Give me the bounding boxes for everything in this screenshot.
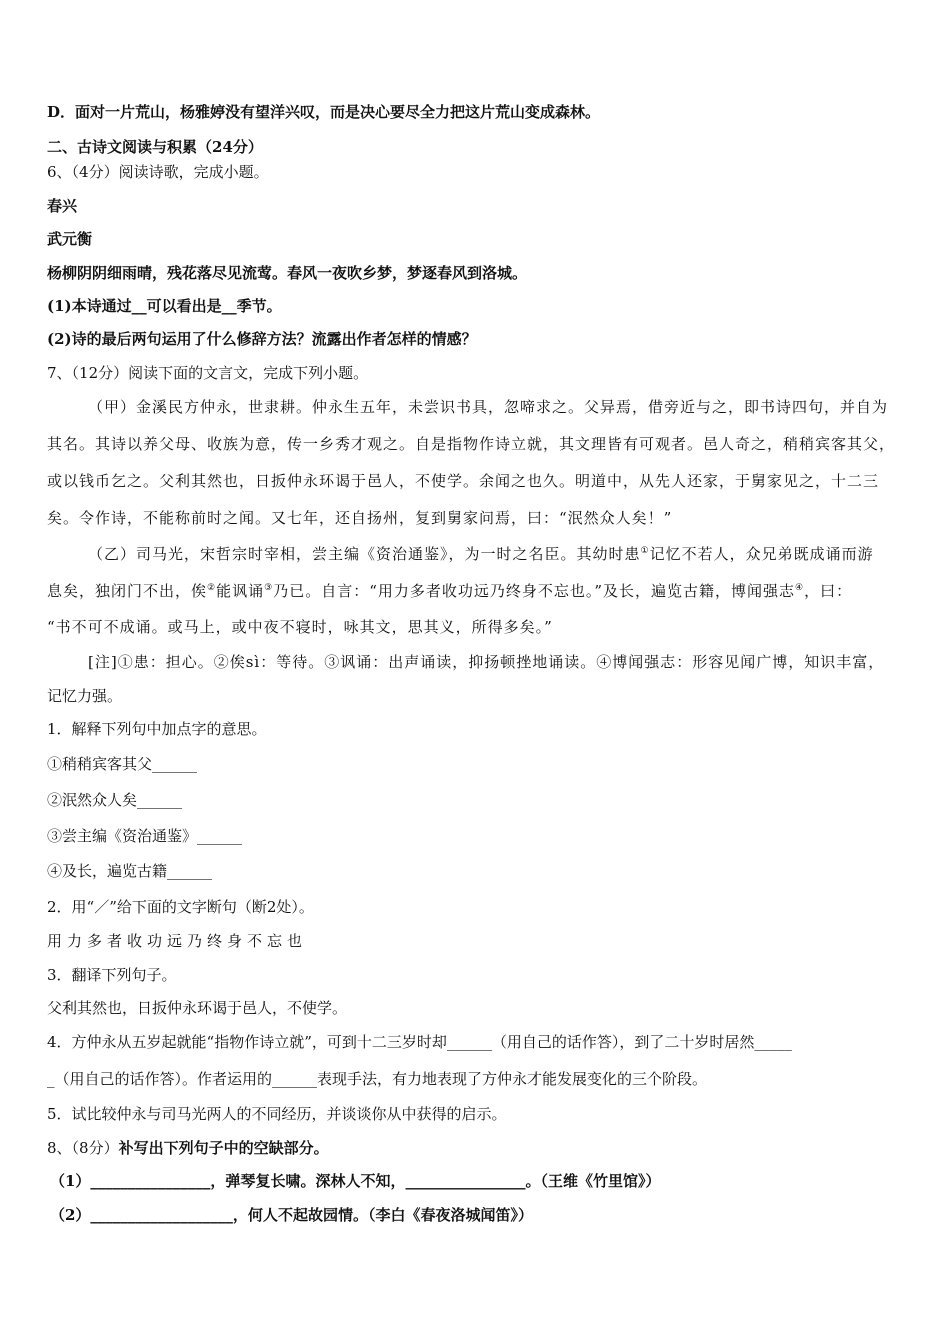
footnote-mark: ① <box>640 546 650 556</box>
footnote-mark: ② <box>207 583 217 593</box>
q6-stem: 6、（4分）阅读诗歌，完成小题。 <box>47 163 269 181</box>
q8-item2: （2）___________________，何人不起故园情。（李白《春夜洛城闻笛》） <box>50 1206 533 1224</box>
passage-yi-line: “书不可不成诵。或马上，或中夜不寝时，咏其文，思其义，所得多矣。” <box>47 618 553 636</box>
passage-jia-line: （甲）金溪民方仲永，世隶耕。仲永生五年，未尝识书具，忽啼求之。父异焉，借旁近与之，即书诗四句，并自为 <box>88 398 889 416</box>
footnote-mark: ④ <box>795 583 805 593</box>
option-d: D．面对一片荒山，杨雅婷没有望洋兴叹，而是决心要尽全力把这片荒山变成森林。 <box>47 103 601 121</box>
q7-sub1-item: ②泯然众人矣______ <box>47 791 183 809</box>
section-title: 二、古诗文阅读与积累（24分） <box>47 138 263 156</box>
poem-author: 武元衡 <box>47 230 93 248</box>
q7-sub3-text: 父利其然也，日扳仲永环谒于邑人，不使学。 <box>47 999 348 1017</box>
q8-stem: 8、（8分）补写出下列句子中的空缺部分。 <box>47 1139 329 1157</box>
poem-text: 杨柳阴阴细雨晴，残花落尽见流莺。春风一夜吹乡梦，梦逐春风到洛城。 <box>47 264 528 282</box>
passage-yi-line: （乙）司马光，宋哲宗时宰相，尝主编《资治通鉴》，为一时之名臣。其幼时患①记忆不若人，众兄弟既成诵而游 <box>88 545 874 563</box>
passage-jia-line: 或以钱币乞之。父利其然也，日扳仲永环谒于邑人，不使学。余闻之也久。明道中，从先人还家，于舅家见之，十二三 <box>47 472 880 490</box>
q7-sub4: 4．方仲永从五岁起就能“指物作诗立就”，可到十二三岁时却______（用自己的话作答），到了二十岁时居然_____ <box>47 1033 792 1051</box>
q7-sub4-cont: _（用自己的话作答）。作者运用的______表现手法，有力地表现了方仲永才能发展变化的三个阶段。 <box>47 1070 708 1088</box>
q7-stem: 7、（12分）阅读下面的文言文，完成下列小题。 <box>47 364 369 382</box>
q7-sub5: 5．试比较仲永与司马光两人的不同经历，并谈谈你从中获得的启示。 <box>47 1105 507 1123</box>
poem-title: 春兴 <box>47 197 78 215</box>
notes: [注]①患：担心。②俟sì：等待。③讽诵：出声诵读，抑扬顿挫地诵读。④博闻强志：形容见闻广博，知识丰富， <box>88 653 885 671</box>
passage-jia-line: 其名。其诗以养父母、收族为意，传一乡秀才观之。自是指物作诗立就，其文理皆有可观者。邑人奇之，稍稍宾客其父， <box>47 435 896 453</box>
notes-cont: 记忆力强。 <box>47 687 123 705</box>
q6-sub1: (1)本诗通过__可以看出是__季节。 <box>47 297 282 315</box>
q8-item1: （1）________________，弹琴复长啸。深林人不知，________________。（王维《竹里馆》） <box>50 1172 661 1190</box>
q7-sub3: 3．翻译下列句子。 <box>47 966 177 984</box>
q6-sub2: (2)诗的最后两句运用了什么修辞方法？流露出作者怎样的情感？ <box>47 330 477 348</box>
q7-sub1-item: ④及长，遍览古籍______ <box>47 862 213 880</box>
passage-jia-line: 矣。令作诗，不能称前时之闻。又七年，还自扬州，复到舅家问焉，曰：“泯然众人矣！” <box>47 509 673 527</box>
passage-yi-line: 息矣，独闭门不出，俟②能讽诵③乃已。自言：“用力多者收功远乃终身不忘也。”及长，遍览古籍，博闻强志④，曰： <box>47 582 853 600</box>
q7-sub1: 1．解释下列句中加点字的意思。 <box>47 720 267 738</box>
q7-sub1-item: ③尝主编《资治通鉴》______ <box>47 827 243 845</box>
q7-sub1-item: ①稍稍宾客其父______ <box>47 755 198 773</box>
footnote-mark: ③ <box>264 583 274 593</box>
q7-sub2: 2．用“／”给下面的文字断句（断2处）。 <box>47 898 314 916</box>
q7-sub2-text: 用力多者收功远乃终身不忘也 <box>47 932 308 950</box>
